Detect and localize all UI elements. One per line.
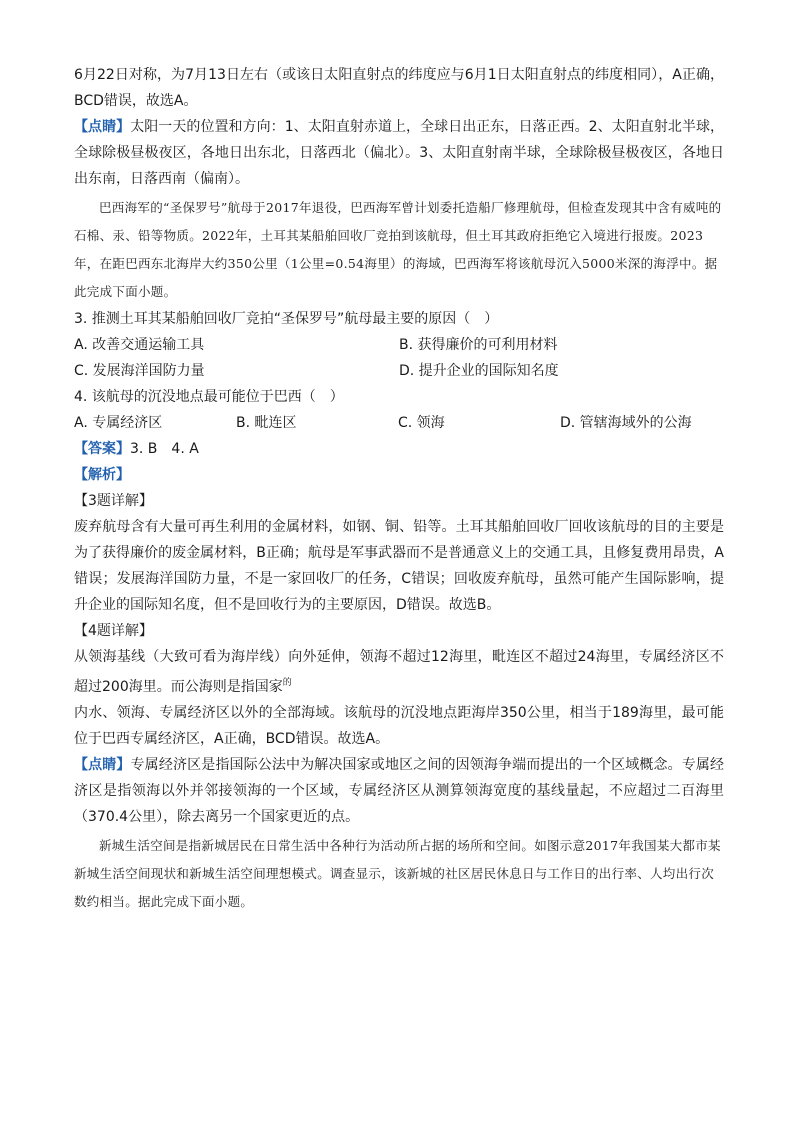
q4-detail-text-b: 内水、领海、专属经济区以外的全部海域。该航母的沉没地点距海岸350公里，相当于189海里，最可能位于巴西专属经济区，A正确，BCD错误。故选A。 xyxy=(74,705,724,747)
question-4-option-d: D. 管辖海域外的公海 xyxy=(560,415,692,431)
q4-detail-superscript: 的 xyxy=(282,678,292,688)
question-3-option-d: D. 提升企业的国际知名度 xyxy=(399,363,559,379)
answer-text: 3. B 4. A xyxy=(130,441,199,457)
paragraph-continuation: 6月22日对称，为7月13日左右（或该日太阳直射点的纬度应与6月1日太阳直射点的纬度相同），A正确，BCD错误，故选A。 xyxy=(74,67,724,109)
q4-detail-heading: 【4题详解】 xyxy=(74,623,153,639)
question-4-option-b: B. 毗连区 xyxy=(236,415,297,431)
q3-detail-heading: 【3题详解】 xyxy=(74,493,153,509)
question-3-options-row-1 xyxy=(74,332,724,358)
tip-text-1: 太阳一天的位置和方向：1、太阳直射赤道上，全球日出正东，日落正西。2、太阳直射北半球，全球除极昼极夜区，各地日出东北，日落西北（偏北）。3、太阳直射南半球，全球除极昼极夜区，各地日出东南，日落西南（偏南）。 xyxy=(74,119,725,187)
material-paragraph-1: 巴西海军的“圣保罗号”航母于2017年退役，巴西海军曾计划委托造船厂修理航母，但检查发现其中含有威吨的石棉、汞、铅等物质。2022年，土耳其某船舶回收厂竞拍到该航母，但土耳其政府拒绝它入境进行报废。2023年，在距巴西东北海岸大约350公里（1公里=0.54海里）的海域，巴西海军将该航母沉入5000米深的海浮中。据此完成下面小题。 xyxy=(74,200,722,299)
question-3-stem: 3. 推测土耳其某船舶回收厂竞拍“圣保罗号”航母最主要的原因（ ） xyxy=(74,311,499,327)
tip-tag-1: 【点睛】 xyxy=(74,119,131,135)
question-4-option-c: C. 领海 xyxy=(398,415,445,431)
document-page xyxy=(74,62,724,916)
q4-detail-text-a-body: 从领海基线（大致可看为海岸线）向外延伸，领海不超过12海里，毗连区不超过24海里，专属经济区不超过200海里。而公海则是指国家 xyxy=(74,649,724,695)
question-4-options-row xyxy=(74,410,724,436)
tip-paragraph-1 xyxy=(74,114,724,192)
question-3-option-a: A. 改善交通运输工具 xyxy=(74,337,205,353)
question-3-option-c: C. 发展海洋国防力量 xyxy=(74,363,205,379)
q3-detail-text: 废弃航母含有大量可再生利用的金属材料，如钢、铜、铅等。土耳其船舶回收厂回收该航母的目的主要是为了获得廉价的废金属材料，B正确；航母是军事武器而不是普通意义上的交通工具，且修复费用昂贵，A错误；发展海洋国防力量，不是一家回收厂的任务，C错误；回收废弃航母，虽然可能产生国际影响，提升企业的国际知名度，但不是回收行为的主要原因，D错误。故选B。 xyxy=(74,519,724,613)
answer-line xyxy=(74,436,724,462)
tip-tag-2: 【点睛】 xyxy=(74,757,131,773)
question-4-option-a: A. 专属经济区 xyxy=(74,415,163,431)
analysis-tag: 【解析】 xyxy=(74,467,130,483)
material-paragraph-2: 新城生活空间是指新城居民在日常生活中各种行为活动所占据的场所和空间。如图示意2017年我国某大都市某新城生活空间现状和新城生活空间理想模式。调查显示，该新城的社区居民休息日与工作日的出行率、人均出行次数约相当。据此完成下面小题。 xyxy=(74,838,721,909)
question-3-options-row-2 xyxy=(74,358,724,384)
answer-tag: 【答案】 xyxy=(74,441,130,457)
question-4-stem: 4. 该航母的沉没地点最可能位于巴西（ ） xyxy=(74,389,344,405)
tip-text-2: 专属经济区是指国际公法中为解决国家或地区之间的因领海争端而提出的一个区域概念。专属经济区是指领海以外并邻接领海的一个区域，专属经济区从测算领海宽度的基线量起，不应超过二百海里（370.4公里），除去离另一个国家更近的点。 xyxy=(74,757,725,825)
tip-paragraph-2 xyxy=(74,752,724,830)
question-3-option-b: B. 获得廉价的可利用材料 xyxy=(399,337,558,353)
analysis-heading xyxy=(74,462,724,488)
q4-detail-text-a xyxy=(74,644,724,700)
